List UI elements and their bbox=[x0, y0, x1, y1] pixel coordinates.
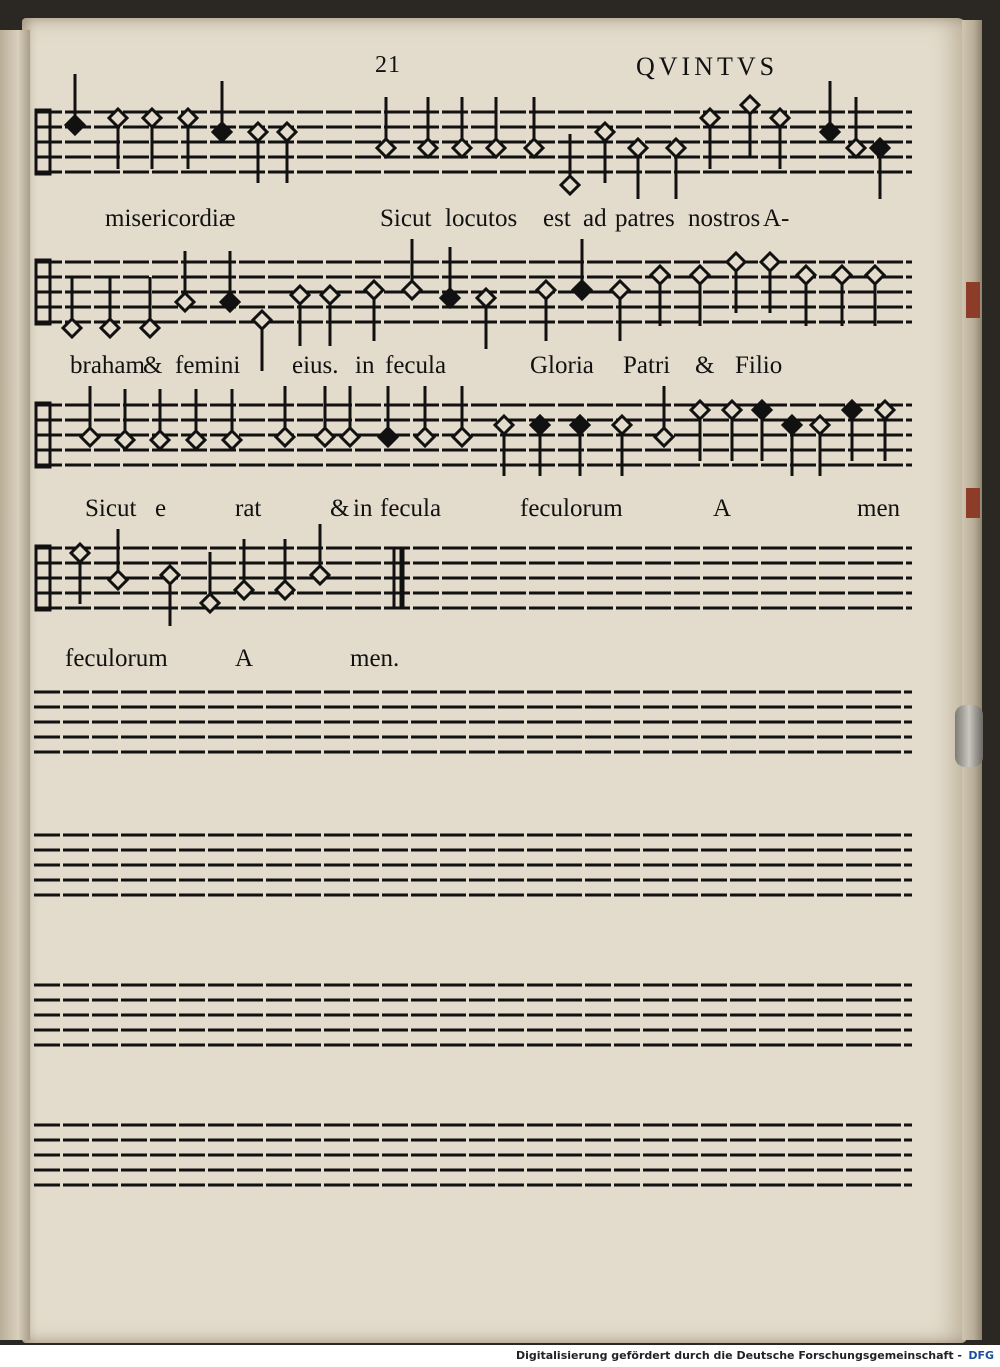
note-head bbox=[379, 428, 397, 446]
lyric-word: est bbox=[543, 205, 571, 232]
lyric-word: men bbox=[857, 495, 901, 522]
note-head bbox=[611, 281, 629, 299]
note-head bbox=[66, 116, 84, 134]
lyric-word: in bbox=[355, 352, 375, 379]
lyric-word: fecula bbox=[380, 495, 442, 522]
note-head bbox=[453, 428, 471, 446]
note-head bbox=[655, 428, 673, 446]
lyric-word: ad bbox=[583, 205, 607, 232]
note-head bbox=[311, 566, 329, 584]
note-head bbox=[161, 566, 179, 584]
note-head bbox=[761, 253, 779, 271]
lyric-word: patres bbox=[615, 205, 675, 232]
lyric-word: & bbox=[695, 352, 715, 379]
note-head bbox=[561, 176, 579, 194]
lyric-word: A bbox=[235, 645, 254, 672]
lyric-word: eius. bbox=[292, 352, 339, 379]
note-head bbox=[291, 286, 309, 304]
lyric-word: rat bbox=[235, 495, 262, 522]
lyric-word: femini bbox=[175, 352, 241, 379]
note-head bbox=[833, 266, 851, 284]
lyric-word: Filio bbox=[735, 352, 783, 379]
note-head bbox=[537, 281, 555, 299]
lyric-word: A bbox=[713, 495, 732, 522]
lyric-word: men. bbox=[350, 645, 400, 672]
note-head bbox=[416, 428, 434, 446]
note-head bbox=[253, 311, 271, 329]
lyric-word: & bbox=[143, 352, 163, 379]
lyric-word: Sicut bbox=[85, 495, 137, 522]
note-head bbox=[573, 281, 591, 299]
lyric-word: braham bbox=[70, 352, 145, 379]
note-head bbox=[866, 266, 884, 284]
lyric-word: feculorum bbox=[520, 495, 623, 522]
note-head bbox=[365, 281, 383, 299]
note-head bbox=[81, 428, 99, 446]
note-head bbox=[797, 266, 815, 284]
lyric-word: feculorum bbox=[65, 645, 168, 672]
lyric-line-1 bbox=[45, 205, 925, 237]
lyric-line-2 bbox=[45, 352, 925, 384]
lyric-line-4 bbox=[45, 645, 925, 677]
note-head bbox=[276, 581, 294, 599]
lyric-word: in bbox=[353, 495, 373, 522]
note-head bbox=[316, 428, 334, 446]
lyric-word: & bbox=[330, 495, 350, 522]
lyric-word: misericordiæ bbox=[105, 205, 236, 232]
lyric-word: Sicut bbox=[380, 205, 432, 232]
note-head bbox=[276, 428, 294, 446]
lyric-word: nostros bbox=[688, 205, 761, 232]
note-head bbox=[403, 281, 421, 299]
voice-part-title: QVINTVS bbox=[636, 52, 779, 81]
lyric-word: fecula bbox=[385, 352, 447, 379]
note-head bbox=[321, 286, 339, 304]
note-head bbox=[651, 266, 669, 284]
note-head bbox=[691, 266, 709, 284]
lyric-word: A- bbox=[763, 205, 790, 232]
footer-credit: Digitalisierung gefördert durch die Deutsche Forschungsgemeinschaft - bbox=[515, 1349, 962, 1362]
note-head bbox=[727, 253, 745, 271]
lyric-line-3 bbox=[45, 495, 925, 527]
lyric-word: Gloria bbox=[530, 352, 594, 379]
lyric-word: e bbox=[155, 495, 167, 522]
page-number: 21 bbox=[375, 52, 401, 78]
note-head bbox=[109, 571, 127, 589]
lyric-word: Patri bbox=[623, 352, 671, 379]
digitization-footer bbox=[0, 1345, 1000, 1367]
note-head bbox=[341, 428, 359, 446]
lyric-word: locutos bbox=[445, 205, 518, 232]
dfg-logo: DFG bbox=[968, 1349, 994, 1362]
note-head bbox=[235, 581, 253, 599]
